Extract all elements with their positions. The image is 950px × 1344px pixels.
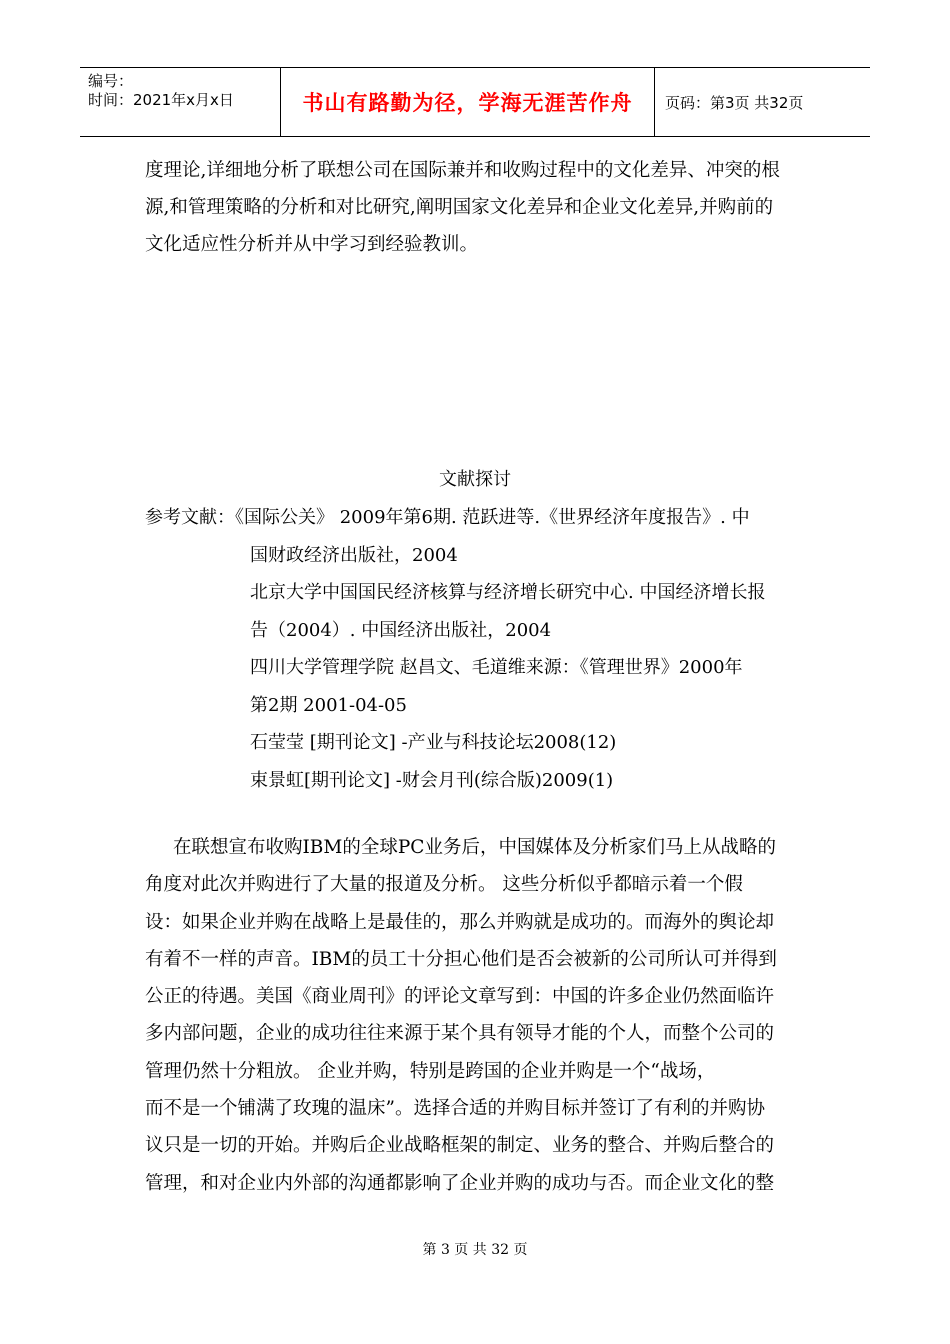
text-line: 源,和管理策略的分析和对比研究,阐明国家文化差异和企业文化差异,并购前的 — [145, 197, 774, 218]
reference-line: 石莹莹 [期刊论文] -产业与科技论坛2008(12) — [250, 732, 617, 753]
time-label: 时间：2021年x月x日 — [88, 91, 234, 109]
section-title: 文献探讨 — [439, 469, 511, 490]
reference-line: 告（2004）. 中国经济出版社，2004 — [250, 619, 552, 641]
text-line: 议只是一切的开始。并购后企业战略框架的制定、业务的整合、并购后整合的 — [145, 1135, 775, 1157]
text-line: 角度对此次并购进行了大量的报道及分析。 这些分析似乎都暗示着一个假 — [145, 874, 743, 896]
text-line: 管理，和对企业内外部的沟通都影响了企业并购的成功与否。而企业文化的整 — [145, 1172, 775, 1194]
number-label: 编号： — [88, 72, 134, 90]
reference-line: 北京大学中国国民经济核算与经济增长研究中心. 中国经济增长报 — [250, 582, 766, 603]
references-list — [145, 499, 815, 799]
text-line: 度理论,详细地分析了联想公司在国际兼并和收购过程中的文化差异、冲突的根 — [145, 160, 780, 181]
text-line: 多内部问题，企业的成功往往来源于某个具有领导才能的个人，而整个公司的 — [145, 1023, 775, 1045]
body-paragraph — [145, 829, 810, 1202]
reference-line: 束景虹[期刊论文] -财会月刊(综合版)2009(1) — [250, 769, 614, 791]
text-line: 管理仍然十分粗放。 企业并购，特别是跨国的企业并购是一个“战场， — [145, 1060, 716, 1082]
page-header — [80, 67, 870, 137]
text-line: 文化适应性分析并从中学习到经验教训。 — [145, 234, 479, 255]
header-meta — [80, 68, 281, 136]
text-line: 设：如果企业并购在战略上是最佳的，那么并购就是成功的。而海外的舆论却 — [145, 911, 775, 933]
text-line: 有着不一样的声音。IBM的员工十分担心他们是否会被新的公司所认可并得到 — [145, 948, 777, 970]
text-line: 在联想宣布收购IBM的全球PC业务后，中国媒体及分析家们马上从战略的 — [173, 837, 776, 858]
page-footer: 第 3 页 共 32 页 — [422, 1242, 528, 1258]
header-motto: 书山有路勤为径，学海无涯苦作舟 — [281, 68, 655, 136]
text-line: 公正的待遇。美国《商业周刊》的评论文章写到：中国的许多企业仍然面临许 — [145, 986, 775, 1008]
reference-line: 国财政经济出版社，2004 — [250, 544, 458, 566]
header-page-info: 页码：第3页 共32页 — [665, 93, 804, 112]
reference-line: 四川大学管理学院 赵昌文、毛道维来源：《管理世界》2000年 — [250, 657, 743, 678]
intro-paragraph — [145, 152, 810, 263]
text-line: 而不是一个铺满了玫瑰的温床”。选择合适的并购目标并签订了有利的并购协 — [145, 1098, 765, 1120]
reference-line: 参考文献：《国际公关》 2009年第6期. 范跃进等.《世界经济年度报告》. 中 — [145, 507, 750, 528]
reference-line: 第2期 2001-04-05 — [250, 694, 407, 716]
